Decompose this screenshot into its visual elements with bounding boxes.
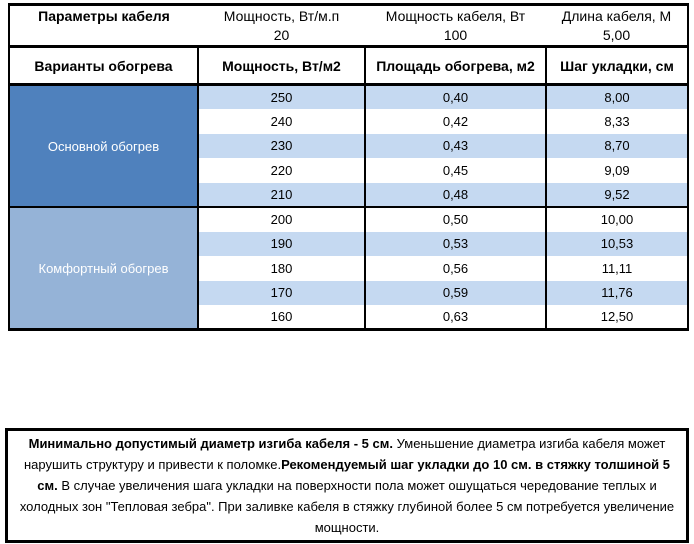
- cable-params-value-row: [9, 26, 688, 47]
- table-cell: 160: [198, 305, 365, 330]
- cable-params-label-row: [9, 5, 688, 26]
- header-laying-step: Шаг укладки, см: [546, 47, 688, 85]
- table-row: [9, 207, 688, 232]
- cable-param-label-power-per-m: Мощность, Вт/м.п: [223, 7, 340, 24]
- header-power-w-m2: Мощность, Вт/м2: [198, 47, 365, 85]
- column-header-row: [9, 47, 688, 85]
- cable-param-value-power-per-m: 20: [273, 27, 290, 44]
- table-cell: 0,63: [365, 305, 546, 330]
- table-cell: 230: [198, 134, 365, 159]
- table-cell: 11,76: [546, 281, 688, 306]
- cable-param-value-cable-power: 100: [443, 27, 468, 44]
- group-cell-comfort-heating: Комфортный обогрев: [9, 207, 198, 330]
- group-cell-main-heating: Основной обогрев: [9, 85, 198, 208]
- header-heating-area: Площадь обогрева, м2: [365, 47, 546, 85]
- table-cell: 11,11: [546, 256, 688, 281]
- table-cell: 10,53: [546, 232, 688, 257]
- table-cell: 170: [198, 281, 365, 306]
- heating-table: [8, 3, 689, 331]
- note-box: [5, 428, 689, 543]
- table-row: [9, 85, 688, 110]
- table-cell: 0,50: [365, 207, 546, 232]
- cable-param-label-cable-length: Длина кабеля, М: [561, 7, 672, 24]
- table-cell: 0,59: [365, 281, 546, 306]
- table-cell: 10,00: [546, 207, 688, 232]
- table-cell: 0,42: [365, 109, 546, 134]
- cable-param-label-cable-power: Мощность кабеля, Вт: [385, 7, 526, 24]
- table-cell: 0,53: [365, 232, 546, 257]
- note-segment: Минимально допустимый диаметр изгиба кабеля - 5 см.: [28, 436, 393, 451]
- note-segment: Уменьшение диаметра изгиба кабеля может нарушить структуру и привести к поломке.: [23, 436, 666, 472]
- header-heating-variants: Варианты обогрева: [9, 47, 198, 85]
- table-cell: 0,48: [365, 183, 546, 208]
- table-cell: 9,09: [546, 158, 688, 183]
- table-cell: 200: [198, 207, 365, 232]
- table-cell: 0,43: [365, 134, 546, 159]
- table-cell: 240: [198, 109, 365, 134]
- table-cell: 0,45: [365, 158, 546, 183]
- table-cell: 0,40: [365, 85, 546, 110]
- cable-params-empty-cell: [9, 26, 198, 47]
- cable-params-title: Параметры кабеля: [38, 7, 170, 24]
- note-segment: В случае увеличения шага укладки на поверхности пола может ошущаться чередование теплых и холодных зон "Тепловая зебра". При заливке кабеля в стяжку глубиной более 5 см потребуется увеличение мощности.: [19, 478, 675, 535]
- table-cell: 210: [198, 183, 365, 208]
- table-cell: 190: [198, 232, 365, 257]
- table-cell: 8,70: [546, 134, 688, 159]
- table-cell: 250: [198, 85, 365, 110]
- table-cell: 9,52: [546, 183, 688, 208]
- cable-param-value-cable-length: 5,00: [602, 27, 631, 44]
- table-cell: 0,56: [365, 256, 546, 281]
- table-cell: 220: [198, 158, 365, 183]
- table-cell: 12,50: [546, 305, 688, 330]
- table-cell: 8,33: [546, 109, 688, 134]
- table-cell: 180: [198, 256, 365, 281]
- note-segment: Рекомендуемый шаг укладки до 10 см. в стяжку толшиной 5 см.: [37, 457, 670, 493]
- table-cell: 8,00: [546, 85, 688, 110]
